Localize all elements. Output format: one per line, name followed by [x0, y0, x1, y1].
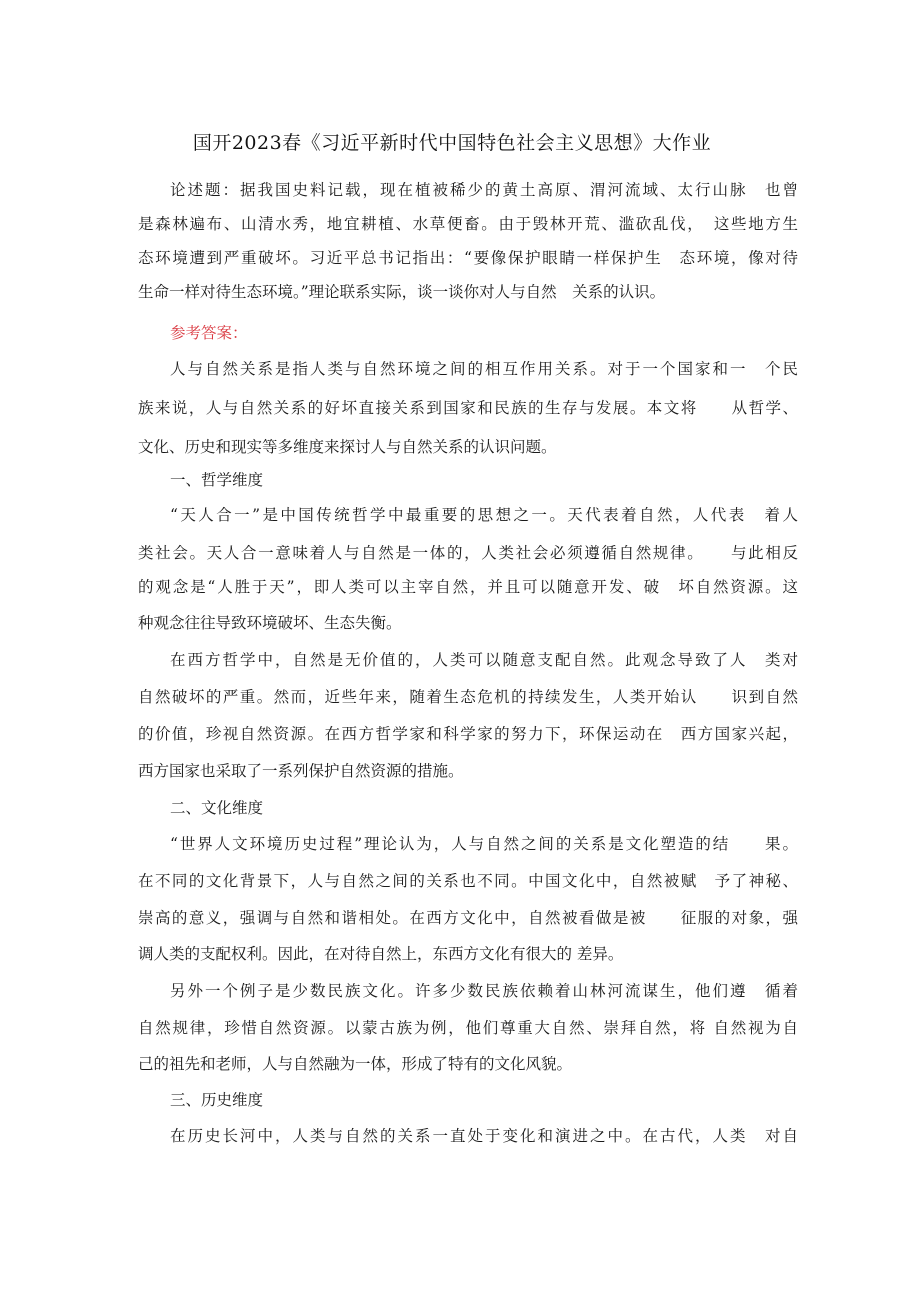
intro-line: 人与自然关系是指人类与自然环境之间的相互作用关系。对于一个国家和一 个民	[170, 360, 798, 378]
section-heading-culture: 二、文化维度	[170, 799, 264, 817]
paragraph-line: 种观念往往导致环境破坏、生态失衡。	[138, 614, 402, 632]
question-line: 论述题：据我国史料记载，现在植被稀少的黄土高原、渭河流域、太行山脉 也曾	[170, 181, 798, 199]
answer-label: 参考答案：	[170, 324, 248, 342]
paragraph-line: 自然破坏的严重。然而，近些年来，随着生态危机的持续发生，人类开始认 识到自然	[138, 688, 798, 706]
document-title: 国开2023春《习近平新时代中国特色社会主义思想》大作业	[192, 132, 712, 154]
paragraph-line: 的价值，珍视自然资源。在西方哲学家和科学家的努力下，环保运动在 西方国家兴起，	[138, 725, 798, 743]
paragraph-line: 在不同的文化背景下，人与自然之间的关系也不同。中国文化中，自然被赋 予了神秘、	[138, 872, 798, 890]
question-line: 生命一样对待生态环境。”理论联系实际，谈一谈你对人与自然 关系的认识。	[138, 283, 666, 301]
question-line: 是森林遍布、山清水秀，地宜耕植、水草便畜。由于毁林开荒、滥砍乱伐， 这些地方生	[138, 215, 798, 233]
paragraph-line: 的观念是“人胜于天”，即人类可以主宰自然，并且可以随意开发、破 坏自然资源。这	[138, 578, 798, 596]
paragraph-line: 调人类的支配权利。因此，在对待自然上，东西方文化有很大的 差异。	[138, 945, 624, 963]
intro-line: 族来说，人与自然关系的好坏直接关系到国家和民族的生存与发展。本文将 从哲学、	[138, 399, 798, 417]
paragraph-line: 另外一个例子是少数民族文化。许多少数民族依赖着山林河流谋生，他们遵 循着	[170, 982, 798, 1000]
intro-line: 文化、历史和现实等多维度来探讨人与自然关系的认识问题。	[138, 438, 557, 456]
paragraph-line: “世界人文环境历史过程”理论认为，人与自然之间的关系是文化塑造的结 果。	[170, 835, 798, 853]
paragraph-line: 崇高的意义，强调与自然和谐相处。在西方文化中，自然被看做是被 征服的对象，强	[138, 909, 798, 927]
paragraph-line: “天人合一”是中国传统哲学中最重要的思想之一。天代表着自然，人代表 着人	[170, 506, 798, 524]
paragraph-line: 在西方哲学中，自然是无价值的，人类可以随意支配自然。此观念导致了人 类对	[170, 651, 798, 669]
paragraph-line: 自然规律，珍惜自然资源。以蒙古族为例，他们尊重大自然、崇拜自然，将 自然视为自	[138, 1019, 798, 1037]
section-heading-philosophy: 一、哲学维度	[170, 471, 264, 489]
paragraph-line: 类社会。天人合一意味着人与自然是一体的，人类社会必须遵循自然规律。 与此相反	[138, 544, 798, 562]
question-line: 态环境遭到严重破坏。习近平总书记指出：“要像保护眼睛一样保护生 态环境，像对待	[138, 249, 798, 267]
section-heading-history: 三、历史维度	[170, 1091, 264, 1109]
paragraph-line: 西方国家也采取了一系列保护自然资源的措施。	[138, 762, 464, 780]
paragraph-line: 在历史长河中，人类与自然的关系一直处于变化和演进之中。在古代，人类 对自	[170, 1127, 798, 1145]
paragraph-line: 己的祖先和老师，人与自然融为一体，形成了特有的文化风貌。	[138, 1055, 573, 1073]
